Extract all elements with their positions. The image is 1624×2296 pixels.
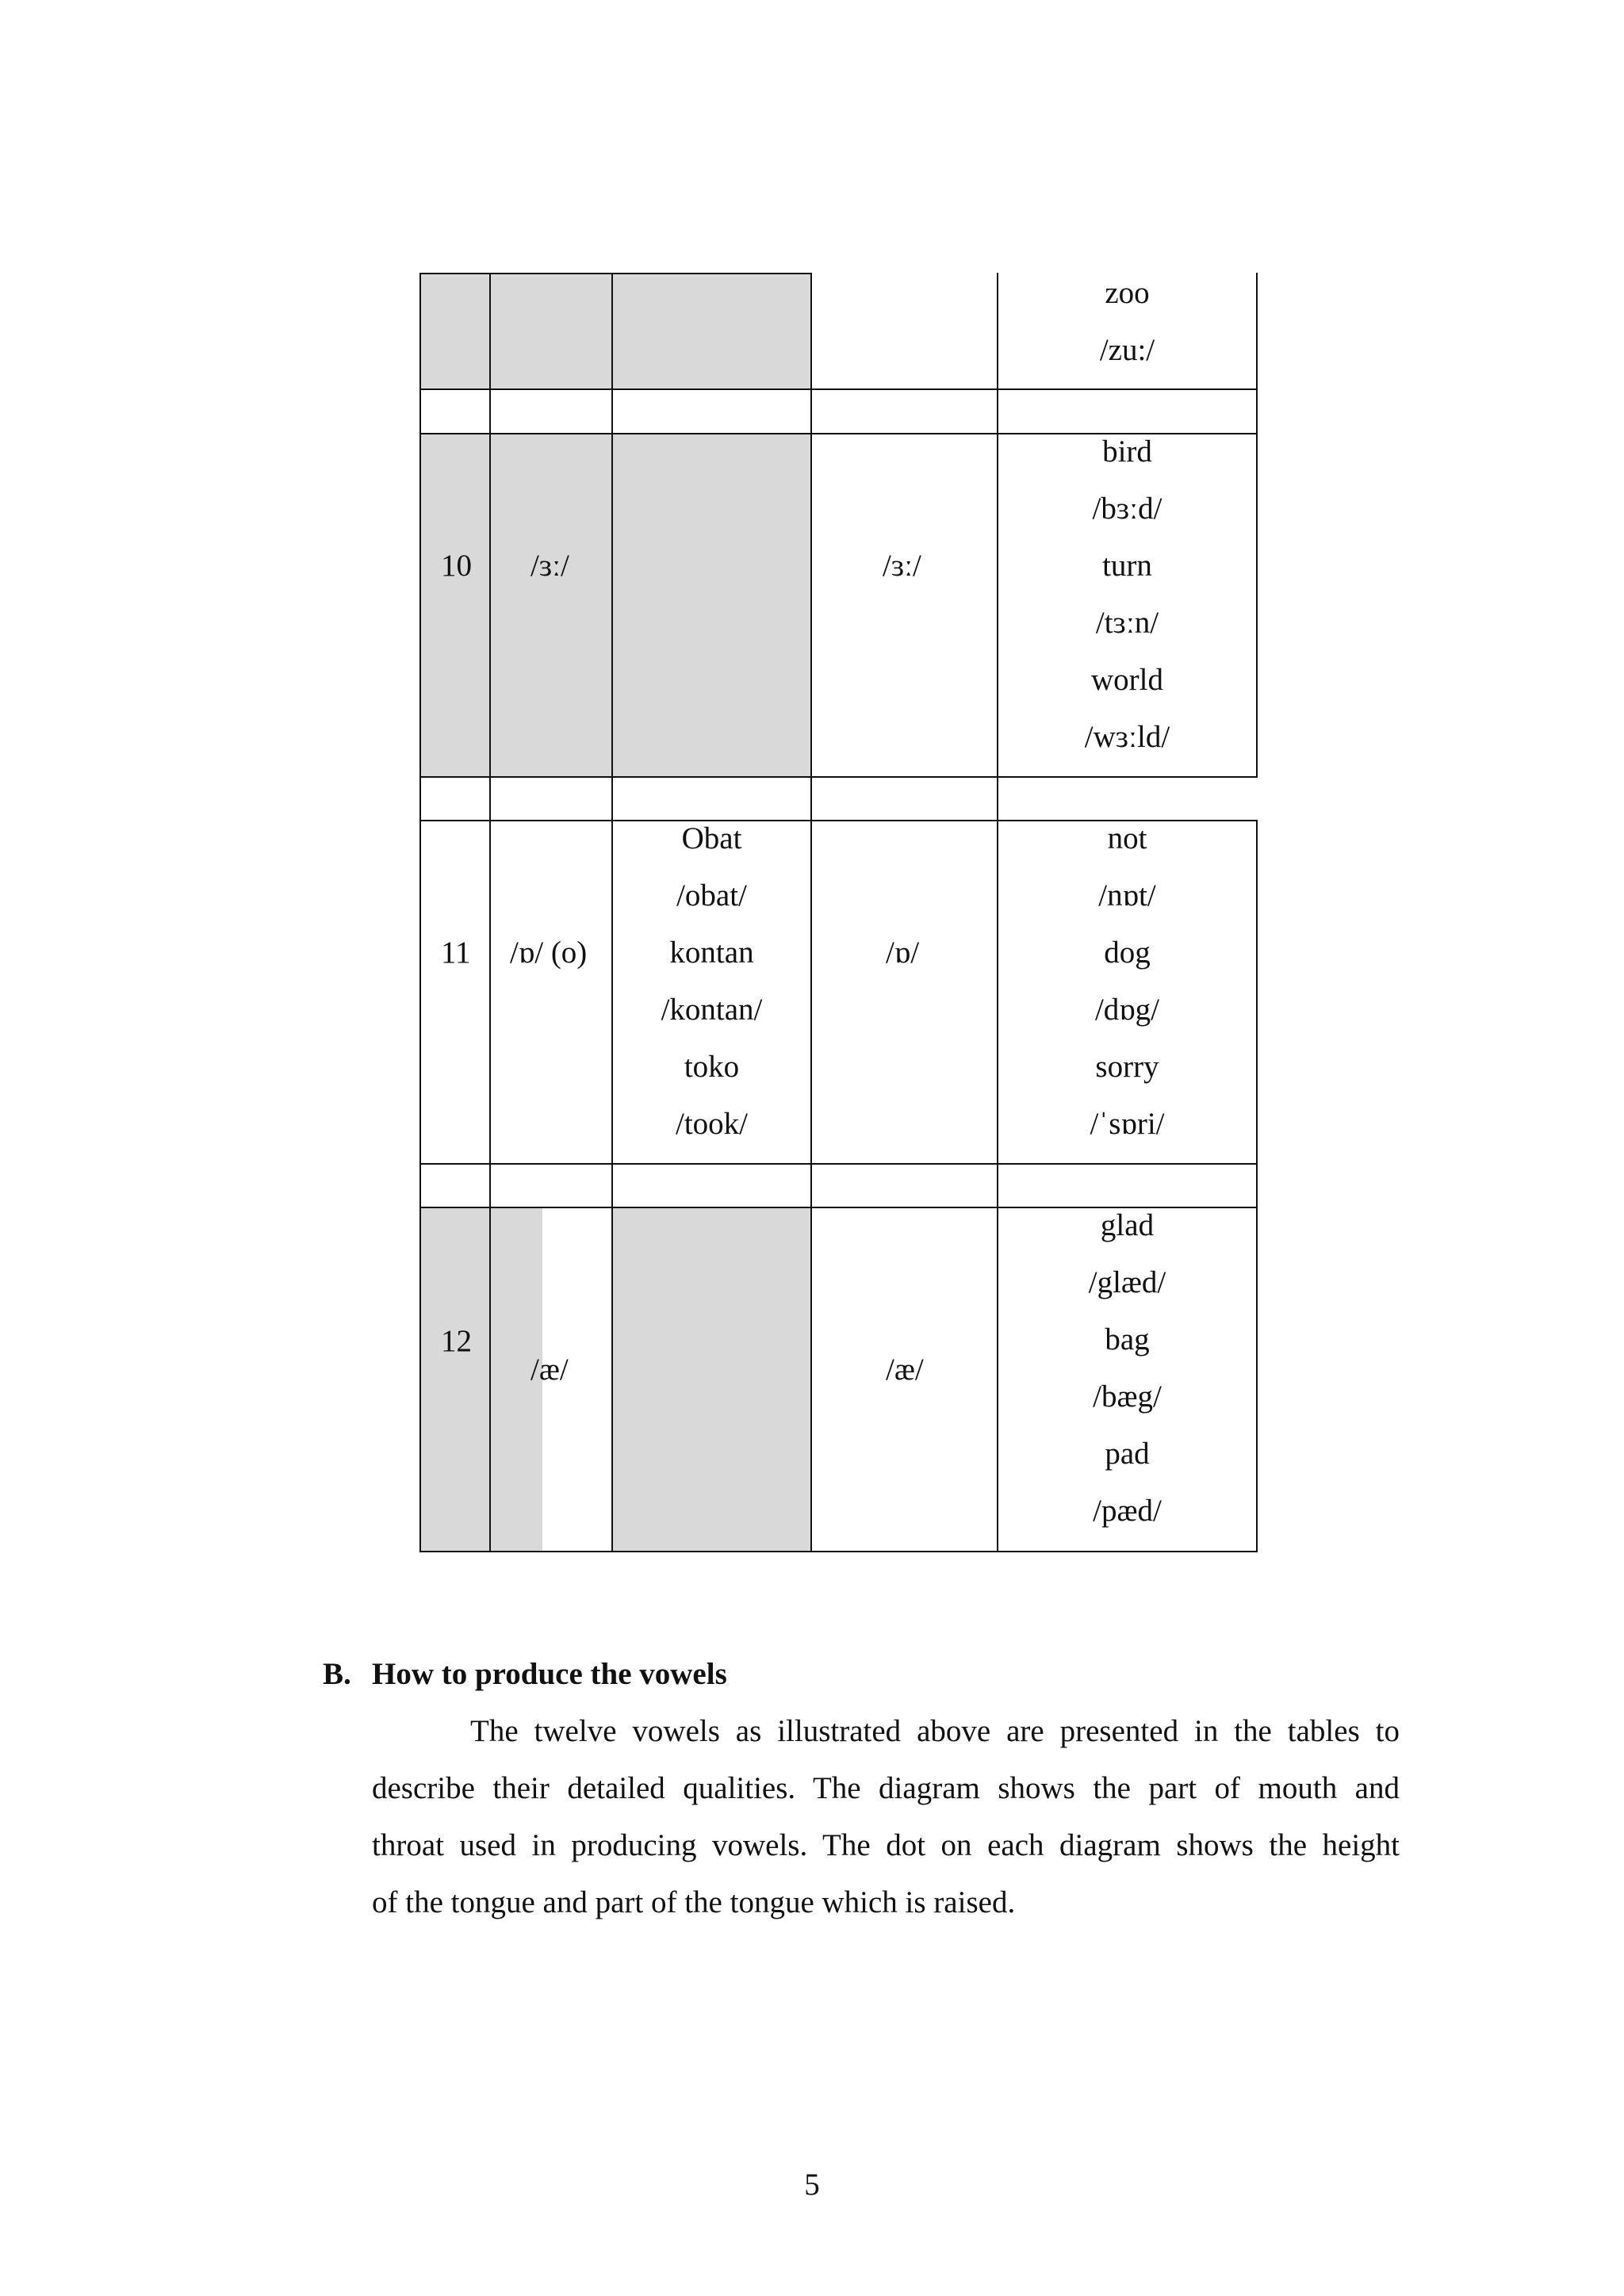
table-rule [420, 388, 1258, 390]
table-rule [420, 1551, 1258, 1552]
example-transcription: /wɜːld/ [1084, 720, 1170, 754]
example-transcription: /zu:/ [1099, 333, 1155, 367]
example-transcription: /tɜːn/ [1095, 606, 1159, 640]
example-transcription: /took/ [675, 1107, 748, 1141]
section-heading [323, 1646, 727, 1703]
shade-row12-col3 [612, 1207, 812, 1552]
example-word: zoo [1105, 276, 1150, 310]
fragment-examples [998, 265, 1257, 379]
row-number: 10 [441, 549, 472, 583]
table-rule [489, 273, 491, 1552]
example-transcription: /bæg/ [1093, 1380, 1162, 1414]
example-word: kontan [669, 936, 754, 970]
example-transcription: /glæd/ [1088, 1265, 1166, 1299]
english-vowel-symbol: /ɒ/ [886, 936, 920, 970]
section-paragraph [372, 1703, 1400, 1931]
example-word: turn [1102, 549, 1152, 583]
example-transcription: /kontan/ [661, 993, 763, 1027]
example-word: world [1091, 663, 1163, 697]
paragraph-line: throat used in producing vowels. The dot on each diagram shows the height [372, 1828, 1400, 1862]
vowel-symbol: /æ/ [530, 1353, 569, 1387]
row-number: 12 [441, 1324, 472, 1358]
example-word: not [1107, 821, 1147, 855]
table-rule [419, 273, 421, 1552]
english-examples [998, 423, 1257, 766]
shade-row10 [420, 434, 812, 777]
example-word: glad [1100, 1208, 1155, 1242]
example-word: sorry [1095, 1050, 1159, 1084]
example-word: dog [1104, 936, 1151, 970]
paragraph-line: describe their detailed qualities. The diagram shows the part of mouth and [372, 1771, 1400, 1805]
row-number: 11 [441, 936, 471, 970]
vowel-symbol: /ɜː/ [530, 549, 569, 583]
example-word: bag [1105, 1322, 1150, 1357]
example-transcription: /pæd/ [1093, 1494, 1162, 1528]
example-word: Obat [681, 821, 742, 855]
example-transcription: /nɒt/ [1098, 878, 1156, 913]
paragraph-line: The twelve vowels as illustrated above are presented in the tables to [470, 1714, 1400, 1748]
shade-row12 [420, 1207, 542, 1552]
page-number: 5 [804, 2168, 820, 2202]
english-vowel-symbol: /ɜː/ [883, 549, 921, 583]
table-rule [420, 273, 812, 274]
example-transcription: /dɒg/ [1094, 993, 1160, 1027]
section-title: How to produce the vowels [372, 1657, 727, 1691]
example-transcription: /ˈsɒri/ [1090, 1107, 1165, 1141]
section-letter: B. [323, 1657, 351, 1691]
indonesian-examples [612, 810, 811, 1153]
table-rule [420, 1163, 1258, 1165]
example-word: bird [1102, 434, 1152, 469]
example-transcription: /obat/ [676, 878, 747, 913]
english-examples [998, 1197, 1257, 1540]
example-word: pad [1105, 1437, 1150, 1471]
english-examples [998, 810, 1257, 1153]
shade-top-fragment [420, 273, 812, 389]
english-vowel-symbol: /æ/ [886, 1353, 924, 1387]
vowel-symbol: /ɒ/ (o) [510, 936, 588, 970]
example-transcription: /bɜːd/ [1092, 492, 1162, 526]
paragraph-line: of the tongue and part of the tongue which is raised. [372, 1885, 1016, 1919]
example-word: toko [684, 1050, 740, 1084]
table-rule [420, 776, 1258, 778]
